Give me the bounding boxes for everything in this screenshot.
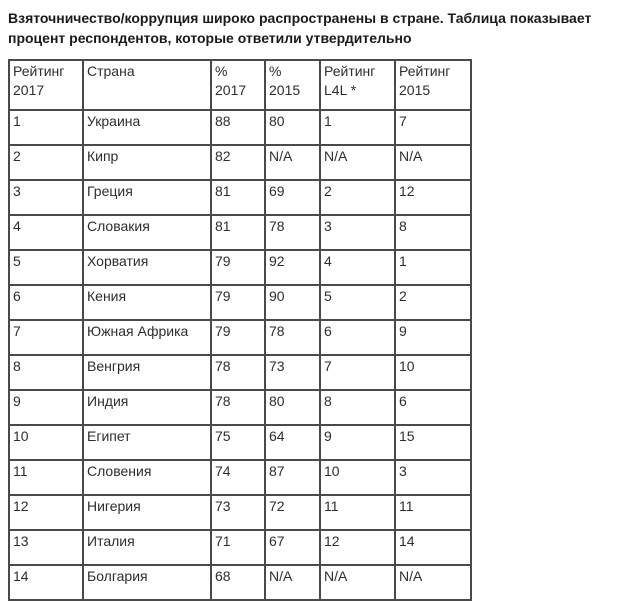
table-cell: 79 [211, 285, 265, 320]
table-cell: 78 [211, 355, 265, 390]
table-cell: 78 [265, 320, 320, 355]
table-cell: 1 [320, 110, 395, 145]
table-cell: 73 [265, 355, 320, 390]
table-cell: 8 [9, 355, 83, 390]
column-header: % 2015 [265, 60, 320, 110]
table-cell: 10 [395, 355, 471, 390]
table-cell: 72 [265, 495, 320, 530]
table-cell: Нигерия [83, 495, 211, 530]
table-cell: Южная Африка [83, 320, 211, 355]
table-cell: Кипр [83, 145, 211, 180]
table-cell: 92 [265, 250, 320, 285]
table-cell: 2 [9, 145, 83, 180]
page-title: Взяточничество/коррупция широко распространены в стране. Таблица показывает процент респондентов, которые ответили утвердительно [8, 10, 592, 46]
table-cell: 80 [265, 390, 320, 425]
table-cell: Италия [83, 530, 211, 565]
table-cell: 3 [395, 460, 471, 495]
table-row [9, 565, 471, 600]
table-cell: Кения [83, 285, 211, 320]
table-cell: 88 [211, 110, 265, 145]
table-cell: N/A [395, 145, 471, 180]
table-header-row [9, 60, 471, 110]
table-cell: 80 [265, 110, 320, 145]
table-row [9, 145, 471, 180]
table-cell: Греция [83, 180, 211, 215]
column-header: Рейтинг 2017 [9, 60, 83, 110]
column-header: Рейтинг L4L * [320, 60, 395, 110]
table-cell: 13 [9, 530, 83, 565]
table-cell: 79 [211, 250, 265, 285]
table-cell: N/A [395, 565, 471, 600]
table-cell: 3 [320, 215, 395, 250]
table-cell: 6 [320, 320, 395, 355]
table-cell: 2 [320, 180, 395, 215]
table-cell: 11 [395, 495, 471, 530]
table-cell: 8 [320, 390, 395, 425]
table-cell: 69 [265, 180, 320, 215]
table-cell: 4 [9, 215, 83, 250]
corruption-survey-table [8, 59, 472, 601]
table-cell: Хорватия [83, 250, 211, 285]
table-row [9, 495, 471, 530]
table-cell: 81 [211, 215, 265, 250]
table-cell: 81 [211, 180, 265, 215]
column-header: % 2017 [211, 60, 265, 110]
table-cell: 3 [9, 180, 83, 215]
table-cell: 6 [9, 285, 83, 320]
table-cell: 9 [9, 390, 83, 425]
table-cell: 2 [395, 285, 471, 320]
table-cell: 79 [211, 320, 265, 355]
table-cell: 10 [9, 425, 83, 460]
table-cell: 67 [265, 530, 320, 565]
table-cell: 10 [320, 460, 395, 495]
table-row [9, 285, 471, 320]
table-body [9, 110, 471, 600]
table-row [9, 180, 471, 215]
table-cell: 12 [320, 530, 395, 565]
table-row [9, 460, 471, 495]
table-cell: 7 [320, 355, 395, 390]
table-cell: 15 [395, 425, 471, 460]
table-cell: 87 [265, 460, 320, 495]
table-cell: N/A [320, 145, 395, 180]
table-cell: 11 [320, 495, 395, 530]
table-cell: 4 [320, 250, 395, 285]
table-cell: Словакия [83, 215, 211, 250]
column-header: Рейтинг 2015 [395, 60, 471, 110]
table-cell: 7 [9, 320, 83, 355]
table-row [9, 320, 471, 355]
table-cell: 82 [211, 145, 265, 180]
table-row [9, 390, 471, 425]
table-cell: 78 [265, 215, 320, 250]
table-cell: N/A [265, 145, 320, 180]
table-cell: 12 [395, 180, 471, 215]
table-cell: 5 [320, 285, 395, 320]
table-cell: 1 [395, 250, 471, 285]
table-row [9, 355, 471, 390]
table-cell: Венгрия [83, 355, 211, 390]
table-cell: Египет [83, 425, 211, 460]
table-cell: 5 [9, 250, 83, 285]
table-cell: 74 [211, 460, 265, 495]
table-cell: 14 [9, 565, 83, 600]
table-cell: 12 [9, 495, 83, 530]
table-cell: 14 [395, 530, 471, 565]
table-cell: 11 [9, 460, 83, 495]
table-cell: Индия [83, 390, 211, 425]
table-cell: 75 [211, 425, 265, 460]
table-cell: Словения [83, 460, 211, 495]
table-cell: 68 [211, 565, 265, 600]
table-row [9, 530, 471, 565]
table-cell: 7 [395, 110, 471, 145]
table-cell: 90 [265, 285, 320, 320]
table-cell: Болгария [83, 565, 211, 600]
table-row [9, 110, 471, 145]
table-cell: 9 [320, 425, 395, 460]
table-row [9, 425, 471, 460]
table-cell: 73 [211, 495, 265, 530]
table-cell: 64 [265, 425, 320, 460]
column-header: Страна [83, 60, 211, 110]
table-row [9, 250, 471, 285]
table-cell: 6 [395, 390, 471, 425]
table-row [9, 215, 471, 250]
table-cell: N/A [320, 565, 395, 600]
table-cell: 8 [395, 215, 471, 250]
table-cell: Украина [83, 110, 211, 145]
table-cell: 9 [395, 320, 471, 355]
table-cell: N/A [265, 565, 320, 600]
table-cell: 1 [9, 110, 83, 145]
table-cell: 78 [211, 390, 265, 425]
table-cell: 71 [211, 530, 265, 565]
